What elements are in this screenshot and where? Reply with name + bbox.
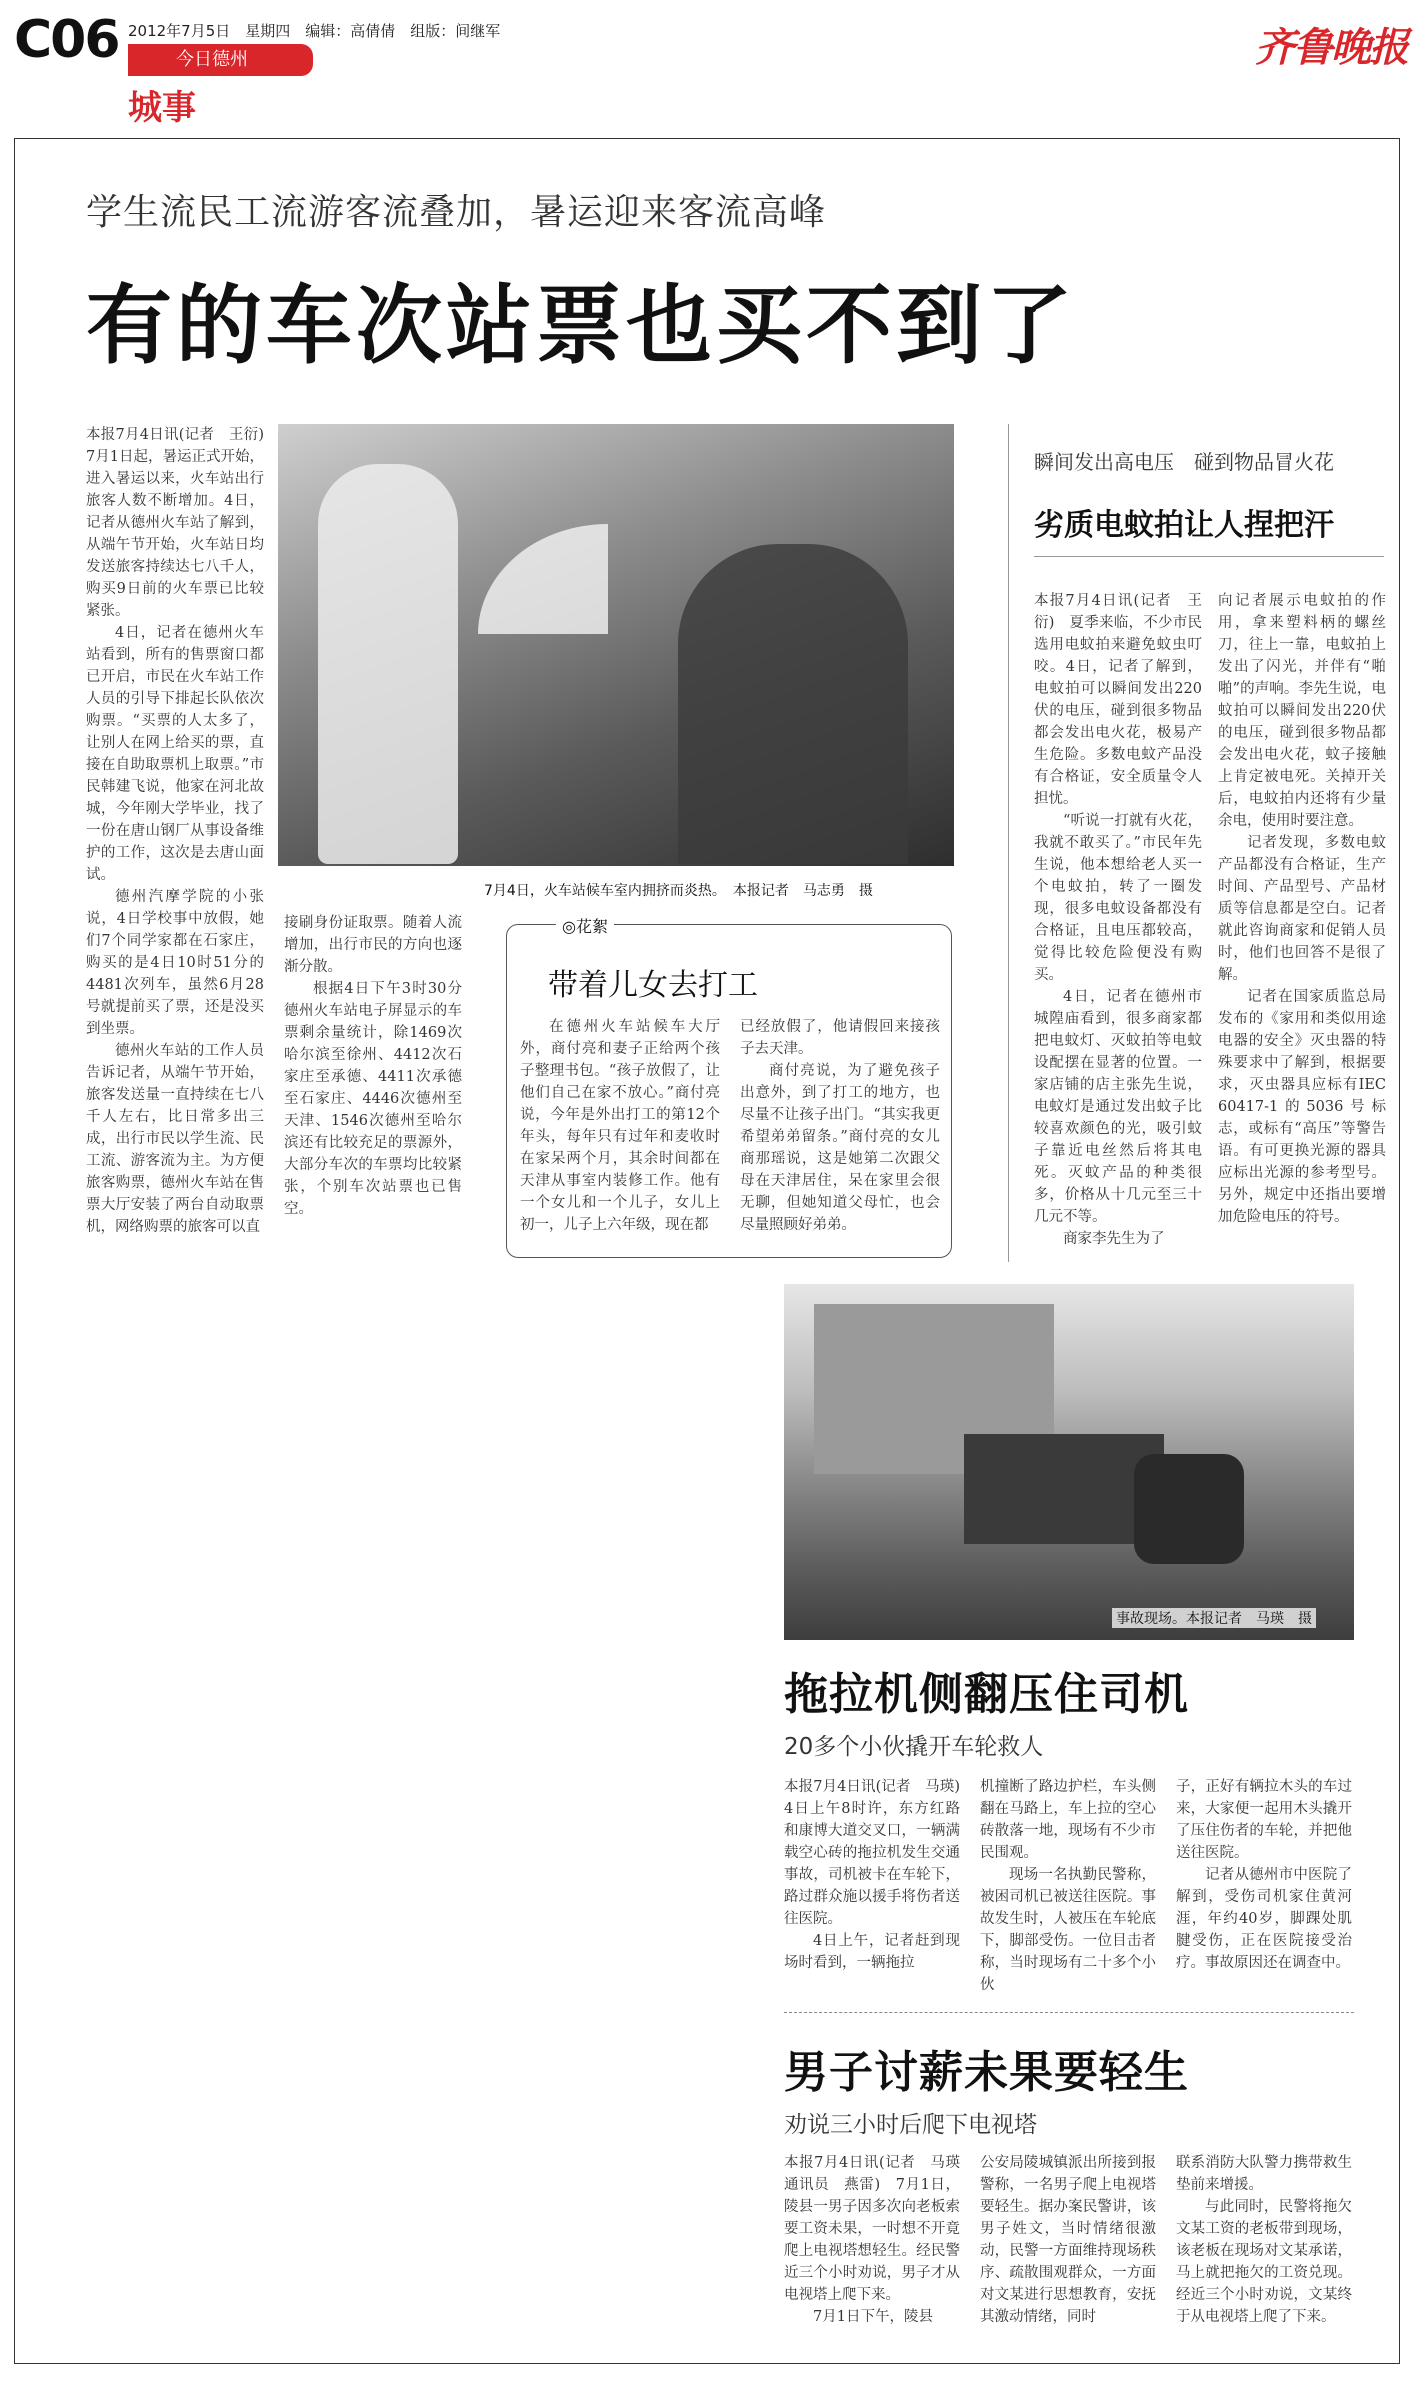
tower-paragraph: 本报7月4日讯(记者 马瑛 通讯员 燕雷) 7月1日，陵县一男子因多次向老板索要工资未果，一时想不开竟爬上电视塔想轻生。经民警近三个小时劝说，男子才从电视塔上爬下来。 bbox=[784, 2155, 975, 2303]
zapper-paragraph: 记者发现，多数电蚊产品都没有合格证，生产时间、产品型号、产品材质等信息都是空白。记者就此咨询商家和促销人员时，他们也回答不是很了解。 bbox=[1218, 835, 1386, 983]
zapper-paragraph: 记者在国家质监总局发布的《家用和类似用途电器的安全》灭虫器的特殊要求中了解到，根据要求，灭虫器具应标有IEC 60417-1的5036号标志，或标有“高压”等警告语。有可更换光源的器具应标出光源的参考型号。另外，规定中还指出要增加危险电压的符号。 bbox=[1218, 989, 1386, 1225]
lead-paragraph: 德州火车站的工作人员告诉记者，从端午节开始，旅客发送量一直持续在七八千人左右，比日常多出三成，出行市民以学生流、民工流、游客流为主。为方便旅客购票，德州火车站在售票大厅安装了两台自动取票机，网络购票的旅客可以直 bbox=[86, 1043, 264, 1235]
tower-headline: 男子讨薪未果要轻生 bbox=[784, 2047, 1189, 2098]
box-paragraph: 在德州火车站候车大厅外，商付亮和妻子正给两个孩子整理书包。“孩子放假了，让他们自己在家不放心。”商付亮说，今年是外出打工的第12个年头，每年只有过年和麦收时在家呆两个月，其余时间都在天津从事室内装修工作。他有一个女儿和一个儿子，女儿上初一，儿子上六年级，现在都 bbox=[520, 1019, 720, 1233]
lead-paragraph: 接刷身份证取票。随着人流增加，出行市民的方向也逐渐分散。 bbox=[284, 915, 462, 975]
zapper-rule bbox=[1034, 556, 1384, 557]
zapper-col-2 bbox=[1218, 590, 1386, 1260]
child-figure bbox=[318, 464, 458, 864]
tower-paragraph: 与此同时，民警将拖欠文某工资的老板带到现场，该老板在现场对文某承诺，马上就把拖欠的工资兑现。经近三个小时劝说，文某终于从电视塔上爬了下来。 bbox=[1176, 2199, 1352, 2325]
tractor-photo bbox=[784, 1284, 1354, 1640]
tower-col-3 bbox=[1176, 2152, 1352, 2354]
section-tag-label: 今日德州 bbox=[176, 49, 248, 70]
box-paragraph: 商付亮说，为了避免孩子出意外，到了打工的地方，也尽量不让孩子出门。“其实我更希望弟弟留条。”商付亮的女儿商那瑶说，这是她第二次跟父母在天津居住，呆在家里会很无聊，但她知道父母忙，也会尽量照顾好弟弟。 bbox=[740, 1063, 940, 1233]
tower-col-1 bbox=[784, 2152, 975, 2354]
story-divider bbox=[784, 2012, 1354, 2013]
zapper-headline: 劣质电蚊拍让人捏把汗 bbox=[1034, 508, 1334, 543]
tractor-paragraph: 机撞断了路边护栏，车头侧翻在马路上，车上拉的空心砖散落一地，现场有不少市民围观。 bbox=[980, 1779, 1156, 1861]
circle-icon: ◎ bbox=[562, 917, 576, 936]
overturned-tractor-shape bbox=[1134, 1454, 1244, 1564]
tractor-col-1 bbox=[784, 1776, 975, 2000]
section-tag bbox=[128, 44, 313, 76]
lead-photo bbox=[278, 424, 954, 866]
tractor-col-2 bbox=[980, 1776, 1156, 2000]
lead-paragraph: 根据4日下午3时30分德州火车站电子屏显示的车票剩余量统计，除1469次哈尔滨至徐州、4412次石家庄至承德、4411次承德至石家庄、4446次德州至天津、1546次德州至哈尔滨还有比较充足的票源外，大部分车次的车票均比较紧张，个别车次站票也已售空。 bbox=[284, 981, 462, 1217]
tower-paragraph: 联系消防大队警力携带救生垫前来增援。 bbox=[1176, 2155, 1352, 2193]
page-number: C06 bbox=[14, 10, 119, 70]
lead-kicker: 学生流民工流游客流叠加，暑运迎来客流高峰 bbox=[86, 192, 827, 233]
box-col-2 bbox=[740, 1016, 940, 1246]
box-story-tag-label: 花絮 bbox=[575, 917, 608, 936]
lead-paragraph: 4日，记者在德州火车站看到，所有的售票窗口都已开启，市民在火车站工作人员的引导下排起长队依次购票。“买票的人太多了，让别人在网上给买的票，直接在自助取票机上取票。”市民韩建飞说，他家在河北故城，今年刚大学毕业，找了一份在唐山钢厂从事设备维护的工作，这次是去唐山面试。 bbox=[86, 625, 264, 883]
masthead-logo: 齐鲁晚报 bbox=[1255, 24, 1407, 71]
zapper-kicker: 瞬间发出高电压 碰到物品冒火花 bbox=[1034, 450, 1334, 474]
lead-photo-caption: 7月4日，火车站候车室内拥挤而炎热。 本报记者 马志勇 摄 bbox=[484, 883, 873, 899]
box-col-1 bbox=[520, 1016, 720, 1246]
zapper-paragraph: 商家李先生为了 bbox=[1063, 1231, 1165, 1247]
tower-subhead: 劝说三小时后爬下电视塔 bbox=[784, 2112, 1037, 2138]
box-story-headline: 带着儿女去打工 bbox=[548, 968, 758, 1003]
tractor-paragraph: 本报7月4日讯(记者 马瑛) 4日上午8时许，东方红路和康博大道交叉口，一辆满载空心砖的拖拉机发生交通事故，司机被卡在车轮下，路过群众施以援手将伤者送往医院。 bbox=[784, 1779, 975, 1927]
tower-paragraph: 公安局陵城镇派出所接到报警称，一名男子爬上电视塔要轻生。据办案民警讲，该男子姓文，当时情绪很激动，民警一方面维持现场秩序、疏散围观群众，一方面对文某进行思想教育，安抚其激动情绪，同时 bbox=[980, 2155, 1156, 2325]
tractor-col-3 bbox=[1176, 1776, 1352, 2000]
lead-paragraph: 本报7月4日讯(记者 王衍) 7月1日起，暑运正式开始，进入暑运以来，火车站出行旅客人数不断增加。4日，记者从德州火车站了解到，从端午节开始，火车站日均发送旅客持续达七八千人，购买9日前的火车票已比较紧张。 bbox=[86, 427, 279, 619]
zapper-col-1 bbox=[1034, 590, 1202, 1260]
tractor-paragraph: 4日上午，记者赶到现场时看到，一辆拖拉 bbox=[784, 1933, 960, 1971]
zapper-paragraph: 本报7月4日讯(记者 王衍) 夏季来临，不少市民选用电蚊拍来避免蚊虫叮咬。4日，记者了解到，电蚊拍可以瞬间发出220伏的电压，碰到很多物品都会发出电火花，极易产生危险。多数电蚊产品没有合格证，安全质量令人担忧。 bbox=[1034, 593, 1202, 807]
column-rule bbox=[1008, 424, 1009, 1262]
lead-col-1 bbox=[86, 424, 279, 1262]
man-figure bbox=[678, 544, 908, 864]
tractor-paragraph: 记者从德州市中医院了解到，受伤司机家住黄河涯，年约40岁，脚踝处肌腱受伤，正在医院接受治疗。事故原因还在调查中。 bbox=[1176, 1867, 1352, 1971]
zapper-paragraph: “听说一打就有火花，我就不敢买了。”市民年先生说，他本想给老人买一个电蚊拍，转了一圈发现，很多电蚊设备都没有合格证，且电压都较高，觉得比较危险便没有购买。 bbox=[1034, 813, 1202, 983]
tractor-subhead: 20多个小伙撬开车轮救人 bbox=[784, 1734, 1044, 1760]
dateline: 2012年7月5日 星期四 编辑：高倩倩 组版：间继军 bbox=[128, 22, 501, 40]
section-title: 城事 bbox=[128, 88, 196, 128]
lead-paragraph: 德州汽摩学院的小张说，4日学校事中放假，她们7个同学家都在石家庄，购买的是4日10时51分的4481次列车，虽然6月28号就提前买了票，还是没买到坐票。 bbox=[86, 889, 264, 1037]
lead-headline: 有的车次站票也买不到了 bbox=[86, 276, 1076, 376]
box-paragraph: 已经放假了，他请假回来接孩子去天津。 bbox=[740, 1019, 940, 1057]
tower-col-2 bbox=[980, 2152, 1156, 2354]
box-story-tag bbox=[556, 914, 614, 937]
tractor-photo-caption: 事故现场。本报记者 马瑛 摄 bbox=[1112, 1608, 1316, 1628]
lead-col-2 bbox=[284, 912, 462, 1262]
tractor-paragraph: 现场一名执勤民警称，被困司机已被送往医院。事故发生时，人被压在车轮底下，脚部受伤。一位目击者称，当时现场有二十多个小伙 bbox=[980, 1867, 1156, 1993]
zapper-paragraph: 4日，记者在德州市城隍庙看到，很多商家都把电蚊灯、灭蚊拍等电蚊设配摆在显著的位置。一家店铺的店主张先生说，电蚊灯是通过发出蚊子比较喜欢颜色的光，吸引蚊子靠近电丝然后将其电死。灭蚊产品的种类很多，价格从十几元至三十几元不等。 bbox=[1034, 989, 1202, 1225]
tractor-headline: 拖拉机侧翻压住司机 bbox=[784, 1669, 1189, 1720]
tower-paragraph: 7月1日下午，陵县 bbox=[813, 2309, 933, 2325]
tractor-paragraph: 子，正好有辆拉木头的车过来，大家便一起用木头撬开了压住伤者的车轮，并把他送往医院。 bbox=[1176, 1779, 1352, 1861]
zapper-paragraph: 向记者展示电蚊拍的作用，拿来塑料柄的螺丝刀，往上一靠，电蚊拍上发出了闪光，并伴有“啪啪”的声响。李先生说，电蚊拍可以瞬间发出220伏的电压，碰到很多物品都会发出电火花，蚊子接触上肯定被电死。关掉开关后，电蚊拍内还将有少量余电，使用时要注意。 bbox=[1218, 593, 1386, 829]
fan-shape bbox=[478, 524, 608, 634]
